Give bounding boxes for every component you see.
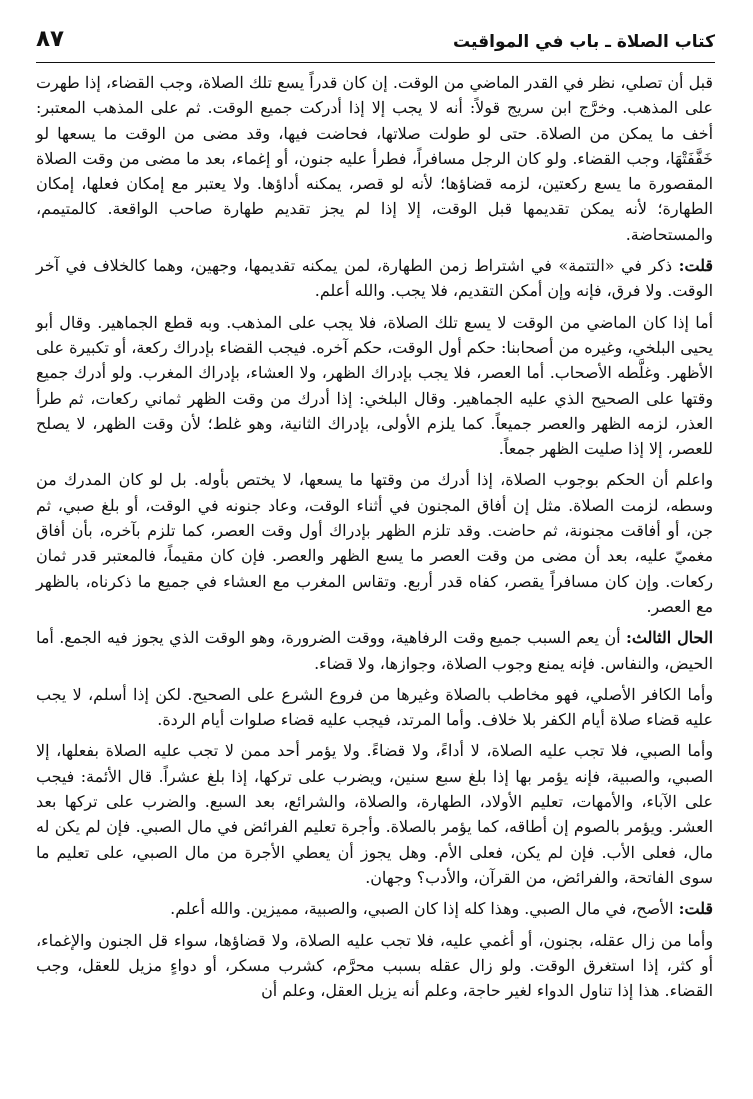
page-header [36, 26, 715, 60]
paragraph-text: ذكر في «التتمة» في اشتراط زمن الطهارة، لمن يمكنه تقديمها، وجهين، وهما كالخلاف في آخر الوقت. ولا فرق، فإنه وإن أمكن التقديم، فلا يجب. والله أعلم. [36, 256, 713, 301]
paragraph [36, 467, 713, 619]
paragraph-text: واعلم أن الحكم بوجوب الصلاة، إذا أدرك من وقتها ما يسعها، لا يختص بأوله. بل لو كان المدرك من وسطه، لزمت الصلاة. مثل إن أفاق المجنون في أثناء الوقت، وعاد جنونه في الوقت، أو بلغ صبي، ثم جن، أو أفاقت مجنونة، ثم حاضت. وقد تلزم الظهر بإدراك أول وقت العصر، كما تلزم بآخره، بأن أفاق مغميّ عليه، بعد أن مضى من وقت العصر ما يسع الظهر والعصر. فإن كان مقيماً، فالمعتبر قدر ثمان ركعات. وإن كان مسافراً يقصر، كفاه قدر أربع. وتقاس المغرب مع العشاء في جميع ما ذكرناه، بالظهر مع العصر. [36, 470, 713, 616]
paragraph-text: وأما الصبي، فلا تجب عليه الصلاة، لا أداءً، ولا قضاءً. ولا يؤمر أحد ممن لا تجب عليه الصلاة بفعلها، إلا الصبي، والصبية، فإنه يؤمر بها إذا بلغ سبع سنين، ويضرب على تركها، إذا بلغ عشراً. قال الأئمة: فيجب على الآباء، والأمهات، تعليم الأولاد، الطهارة، والصلاة، والشرائع، بعد السبع. والضرب على تركها بعد العشر. ويؤمر بالصوم إن أطاقه، كما يؤمر بالصلاة. وأجرة تعليم الفرائض في مال الصبي. فإن لم يكن له مال، فعلى الأب. فإن لم يكن، فعلى الأم. وهل يجوز أن يعطي الأجرة من مال الصبي، على تعليم ما سوى الفاتحة، والفرائض، من القرآن، والأدب؟ وجهان. [36, 741, 713, 887]
paragraph-text: الأصح، في مال الصبي. وهذا كله إذا كان الصبي، والصبية، مميزين. والله أعلم. [170, 899, 674, 919]
paragraph-text: قبل أن تصلي، نظر في القدر الماضي من الوقت. إن كان قدراً يسع تلك الصلاة، وجب القضاء، إذا طهرت على المذهب. وخرَّج ابن سريج قولاً: أنه لا يجب إلا إذا أدركت جميع الوقت. ثم على المذهب المعتبر: أخف ما يمكن من الصلاة. حتى لو طولت صلاتها، فحاضت فيها، وقد مضى من الوقت ما يسعها لو خَفَّفَتْهَا، وجب القضاء. ولو كان الرجل مسافراً، فطرأ عليه جنون، أو إغماء، بعد ما مضى من وقت الصلاة المقصورة ما يسع ركعتين، لزمه قضاؤها؛ لأنه لو قصر، يمكنه أداؤها. ولا يعتبر مع إمكان فعلها، إمكان الطهارة؛ لأنه يمكن تقديمها قبل الوقت، إلا إذا لم يجز تقديم طهارة صاحب الواقعة. كالمتيمم، والمستحاضة. [36, 73, 713, 244]
paragraph [36, 70, 713, 247]
paragraph-text: أن يعم السبب جميع وقت الرفاهية، ووقت الضرورة، وهو الوقت الذي يجوز فيه الجمع. أما الحيض، والنفاس. فإنه يمنع وجوب الصلاة، وجوازها، ولا قضاء. [36, 628, 713, 673]
section-label: الحال الثالث: [625, 628, 713, 648]
note-label: قلت: [678, 899, 713, 919]
paragraph-text: أما إذا كان الماضي من الوقت لا يسع تلك الصلاة، فلا يجب على المذهب. وبه قطع الجماهير. وقال أبو يحيى البلخي، وغيره من أصحابنا: حكم أول الوقت، حكم آخره. فيجب القضاء بإدراك ركعة، أو تكبيرة على الأظهر. وغلَّطه الأصحاب. أما العصر، فلا يجب بإدراك الظهر، ولا العشاء، بإدراك المغرب. ولو أدرك جميع وقتها على الصحيح الذي عليه الجماهير. وقال البلخي: إذا أدرك من وقت الظهر ثماني ركعات، ثم طرأ العذر، لزمه الظهر والعصر جميعاً. كما يلزم الأولى، بإدراك الثانية، وهو غلط؛ لأن وقت الظهر، لا يصلح للعصر، إلا إذا صليت الظهر جمعاً. [36, 312, 713, 459]
paragraph-text: وأما من زال عقله، بجنون، أو أغمي عليه، فلا تجب عليه الصلاة، ولا قضاؤها، سواء قل الجنون والإغماء، أو كثر، إذا استغرق الوقت. ولو زال عقله بسبب محرَّم، كشرب مسكر، أو دواءٍ مزيل للعقل، وجب القضاء. هذا إذا تناول الدواء لغير حاجة، وعلم أنه يزيل العقل، وعلم أن [36, 930, 713, 1001]
page-number: ٨٧ [36, 26, 65, 52]
paragraph-note [36, 896, 713, 921]
paragraph [36, 928, 713, 1004]
header-divider [36, 62, 715, 63]
paragraph-section [36, 625, 713, 676]
running-title: كتاب الصلاة ـ باب في المواقيت [453, 32, 715, 52]
page-body [36, 70, 713, 1091]
note-label: قلت: [678, 256, 713, 276]
paragraph-text: وأما الكافر الأصلي، فهو مخاطب بالصلاة وغيرها من فروع الشرع على الصحيح. لكن إذا أسلم، لا يجب عليه قضاء صلاة أيام الكفر بلا خلاف. وأما المرتد، فيجب عليه قضاء صلوات أيام الردة. [36, 684, 713, 730]
paragraph-note [36, 253, 713, 304]
paragraph [36, 310, 713, 462]
paragraph [36, 738, 713, 890]
paragraph [36, 682, 713, 733]
